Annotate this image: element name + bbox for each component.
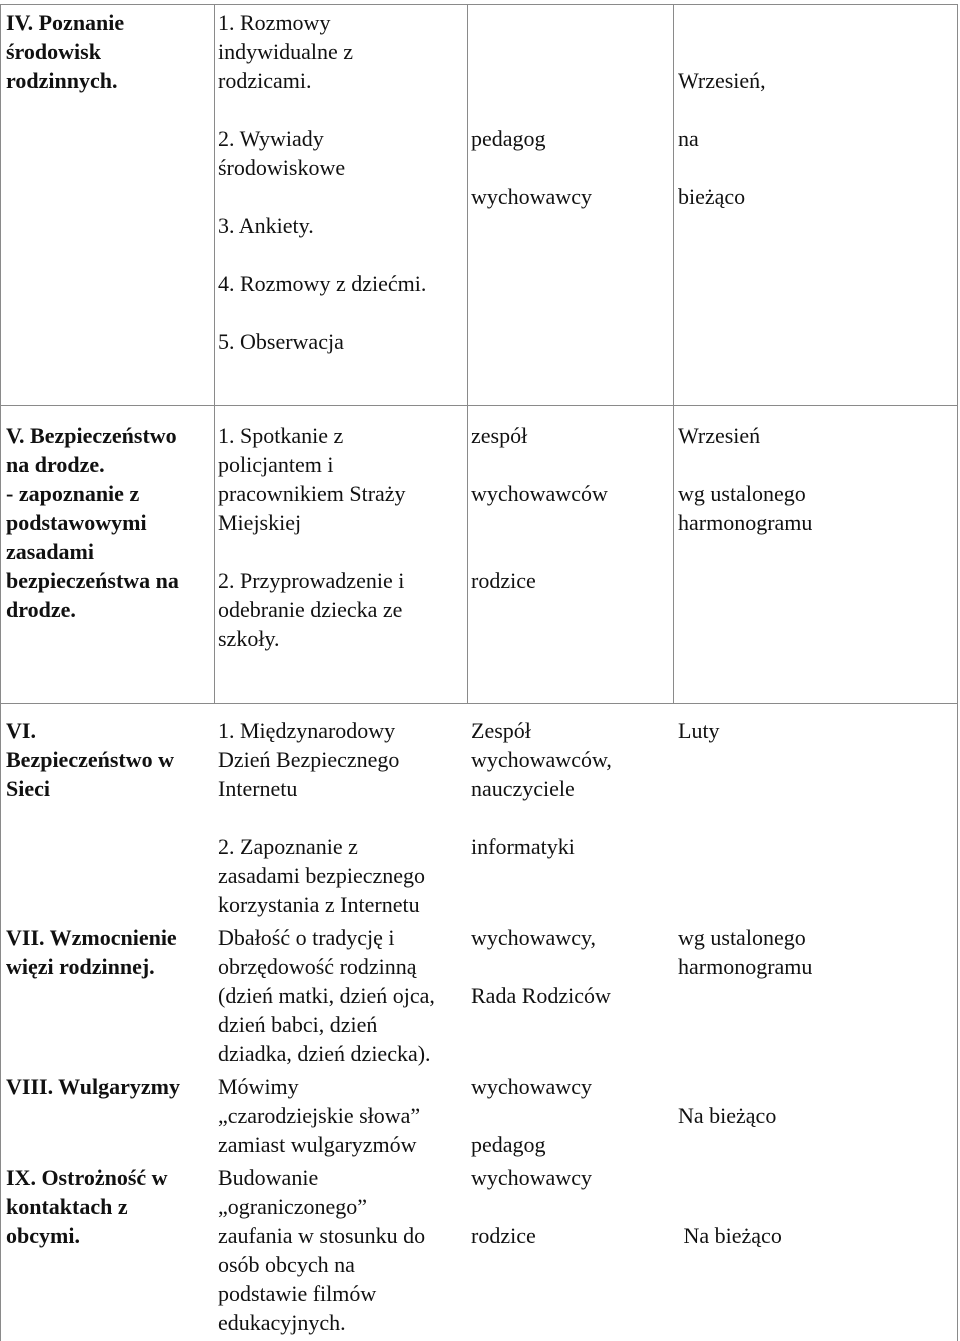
text-line: Internetu: [218, 776, 298, 801]
text-line: 4. Rozmowy z dziećmi.: [218, 271, 427, 296]
text-line: 1. Międzynarodowy: [218, 718, 396, 743]
text-line: wg ustalonego: [678, 925, 806, 950]
row-iv-activities: [218, 8, 463, 356]
text-line: edukacyjnych.: [218, 1310, 346, 1335]
row-iv-responsible: [471, 124, 669, 211]
text-line: 1. Rozmowy: [218, 10, 331, 35]
row-viii-term: [678, 1072, 953, 1130]
spacer: [218, 803, 468, 832]
text-line: VI.: [6, 718, 36, 743]
text-line: zasadami bezpiecznego: [218, 863, 426, 888]
text-line: dziadka, dzień dziecka).: [218, 1041, 431, 1066]
row-vi-activities: [218, 716, 468, 919]
column-divider-1: [214, 4, 215, 704]
text-line: wychowawcy: [471, 1074, 592, 1099]
spacer: [471, 153, 669, 182]
row-divider-2: [0, 703, 958, 704]
text-line: wychowawców: [471, 481, 608, 506]
text-line: nauczyciele: [471, 776, 575, 801]
text-line: Wrzesień,: [678, 68, 766, 93]
row-ix-term: [678, 1163, 953, 1279]
text-line: odebranie dziecka ze: [218, 597, 403, 622]
text-line: zaufania w stosunku do: [218, 1223, 426, 1248]
text-line: 3. Ankiety.: [218, 213, 314, 238]
text-line: Zespół: [471, 718, 531, 743]
text-line: VIII. Wulgaryzmy: [6, 1074, 180, 1099]
text-line: IV. Poznanie: [6, 10, 125, 35]
text-line: Bezpieczeństwo w: [6, 747, 175, 772]
text-line: Na bieżąco: [678, 1103, 777, 1128]
spacer: [678, 1072, 953, 1101]
text-line: rodzinnych.: [6, 68, 118, 93]
text-line: Budowanie: [218, 1165, 319, 1190]
row-v-title: [6, 421, 213, 624]
row-ix-activities: [218, 1163, 468, 1337]
spacer: [218, 95, 463, 124]
row-viii-activities: [218, 1072, 468, 1159]
row-v-responsible: [471, 421, 669, 595]
spacer: [471, 952, 669, 981]
text-line: pedagog: [471, 126, 546, 151]
spacer: [218, 240, 463, 269]
text-line: bieżąco: [678, 184, 746, 209]
text-line: 5. Obserwacja: [218, 329, 344, 354]
text-line: Dzień Bezpiecznego: [218, 747, 400, 772]
row-vii-title: [6, 923, 213, 981]
text-line: obcymi.: [6, 1223, 80, 1248]
text-line: informatyki: [471, 834, 575, 859]
text-line: zamiast wulgaryzmów: [218, 1132, 417, 1157]
row-ix-responsible: [471, 1163, 669, 1250]
text-line: dzień babci, dzień: [218, 1012, 378, 1037]
row-viii-title: [6, 1072, 216, 1101]
text-line: Rada Rodziców: [471, 983, 611, 1008]
row-v-activities: [218, 421, 463, 653]
text-line: zespół: [471, 423, 528, 448]
table-border-left: [0, 4, 1, 1341]
text-line: 2. Przyprowadzenie i: [218, 568, 405, 593]
row-divider-1: [0, 405, 958, 406]
text-line: Wrzesień: [678, 423, 761, 448]
text-line: pracownikiem Straży: [218, 481, 406, 506]
row-vi-title: [6, 716, 213, 803]
text-line: IX. Ostrożność w: [6, 1165, 168, 1190]
text-line: Dbałość o tradycję i: [218, 925, 395, 950]
text-line: policjantem i: [218, 452, 334, 477]
text-line: wychowawcy: [471, 1165, 592, 1190]
text-line: na drodze.: [6, 452, 105, 477]
row-iv-title: [6, 8, 211, 95]
text-line: rodzice: [471, 568, 536, 593]
text-line: Sieci: [6, 776, 50, 801]
text-line: (dzień matki, dzień ojca,: [218, 983, 435, 1008]
row-vi-term: [678, 716, 953, 745]
spacer: [678, 95, 953, 124]
spacer: [471, 1101, 669, 1130]
text-line: korzystania z Internetu: [218, 892, 420, 917]
text-line: osób obcych na: [218, 1252, 355, 1277]
text-line: środowiskowe: [218, 155, 346, 180]
text-line: więzi rodzinnej.: [6, 954, 155, 979]
text-line: zasadami: [6, 539, 94, 564]
text-line: na: [678, 126, 699, 151]
row-ix-title: [6, 1163, 213, 1250]
text-line: bezpieczeństwa na: [6, 568, 179, 593]
text-line: 2. Wywiady: [218, 126, 324, 151]
text-line: 1. Spotkanie z: [218, 423, 344, 448]
text-line: rodzice: [471, 1223, 536, 1248]
text-line: pedagog: [471, 1132, 546, 1157]
text-line: Luty: [678, 718, 720, 743]
text-line: harmonogramu: [678, 510, 813, 535]
row-vi-responsible: [471, 716, 669, 861]
spacer: [471, 1192, 669, 1221]
text-line: drodze.: [6, 597, 76, 622]
row-viii-responsible: [471, 1072, 669, 1159]
text-line: obrzędowość rodzinną: [218, 954, 417, 979]
row-vii-responsible: [471, 923, 669, 1010]
text-line: Na bieżąco: [678, 1223, 782, 1248]
text-line: rodzicami.: [218, 68, 312, 93]
text-line: wg ustalonego: [678, 481, 806, 506]
text-line: Miejskiej: [218, 510, 302, 535]
text-line: wychowawcy,: [471, 925, 597, 950]
spacer: [678, 450, 953, 479]
text-line: podstawie filmów: [218, 1281, 377, 1306]
spacer: [471, 537, 669, 566]
text-line: środowisk: [6, 39, 101, 64]
text-line: VII. Wzmocnienie: [6, 925, 177, 950]
spacer: [218, 298, 463, 327]
table-border-top: [0, 4, 958, 5]
spacer: [218, 537, 463, 566]
text-line: - zapoznanie z: [6, 481, 140, 506]
column-divider-3: [673, 4, 674, 704]
text-line: indywidualne z: [218, 39, 354, 64]
spacer: [471, 450, 669, 479]
row-vii-activities: [218, 923, 470, 1068]
column-divider-2: [467, 4, 468, 704]
text-line: Mówimy: [218, 1074, 299, 1099]
text-line: wychowawcy: [471, 184, 592, 209]
text-line: „czarodziejskie słowa”: [218, 1103, 421, 1128]
spacer: [471, 803, 669, 832]
table-border-right: [957, 4, 958, 1341]
text-line: wychowawców,: [471, 747, 612, 772]
row-iv-term: [678, 66, 953, 211]
spacer: [218, 182, 463, 211]
text-line: harmonogramu: [678, 954, 813, 979]
spacer: [471, 508, 669, 537]
text-line: szkoły.: [218, 626, 280, 651]
text-line: kontaktach z: [6, 1194, 128, 1219]
spacer: [678, 153, 953, 182]
text-line: „ograniczonego”: [218, 1194, 368, 1219]
row-v-term: [678, 421, 953, 537]
text-line: podstawowymi: [6, 510, 147, 535]
text-line: V. Bezpieczeństwo: [6, 423, 177, 448]
row-vii-term: [678, 923, 953, 981]
text-line: 2. Zapoznanie z: [218, 834, 358, 859]
